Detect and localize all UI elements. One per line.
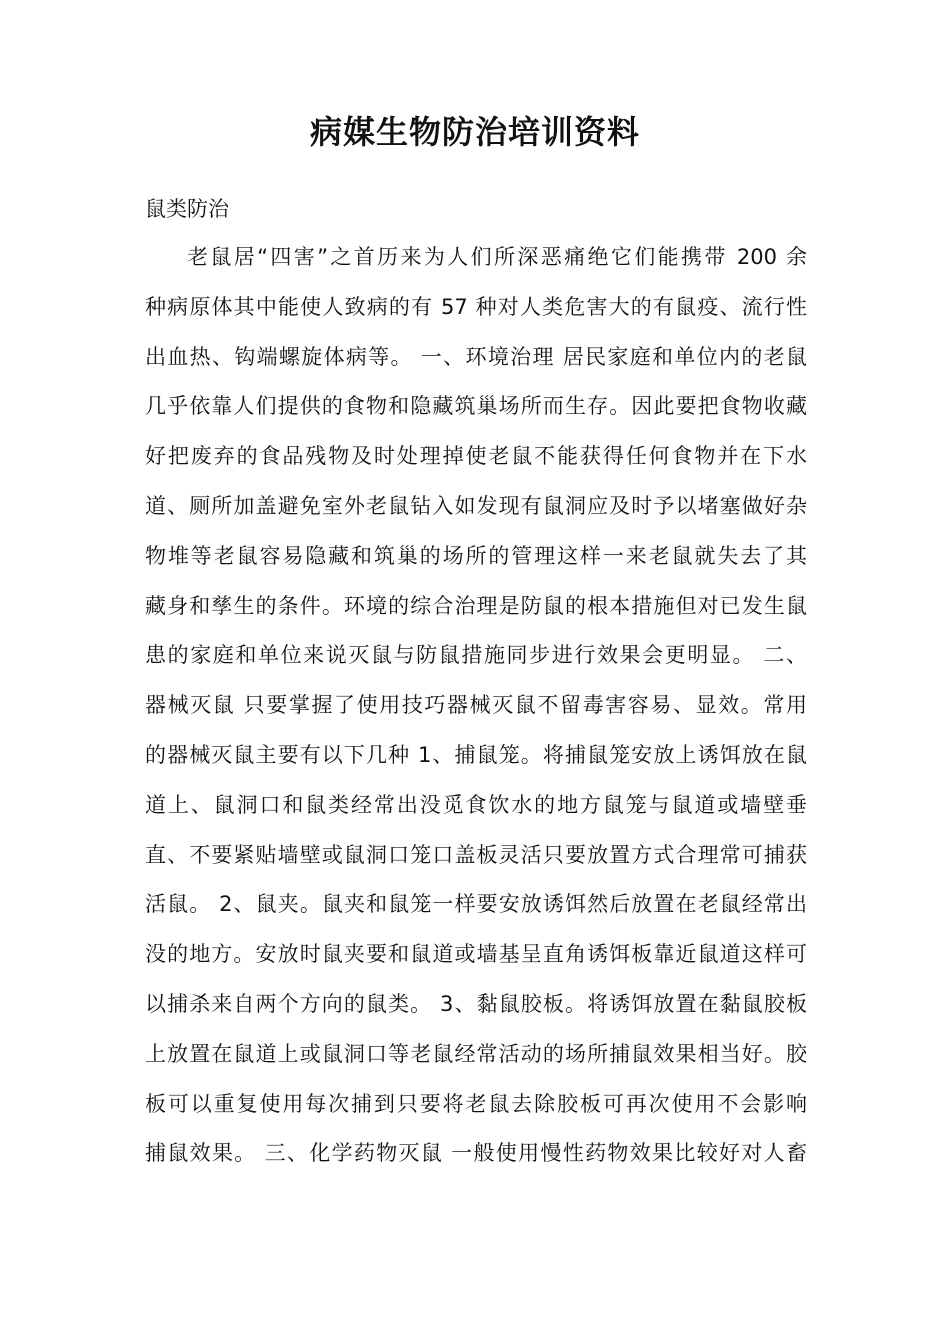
paragraph-line: 直、不要紧贴墙壁或鼠洞口笼口盖板灵活只要放置方式合理常可捕获	[145, 842, 807, 867]
paragraph-line: 好把废弃的食品残物及时处理掉使老鼠不能获得任何食物并在下水	[145, 444, 807, 469]
paragraph-line: 上放置在鼠道上或鼠洞口等老鼠经常活动的场所捕鼠效果相当好。胶	[145, 1041, 807, 1066]
paragraph-line: 种病原体其中能使人致病的有 57 种对人类危害大的有鼠疫、流行性	[145, 294, 807, 319]
paragraph-line: 器械灭鼠 只要掌握了使用技巧器械灭鼠不留毒害容易、显效。常用	[145, 693, 807, 718]
section-heading: 鼠类防治	[145, 197, 229, 221]
paragraph-line: 物堆等老鼠容易隐藏和筑巢的场所的管理这样一来老鼠就失去了其	[145, 543, 807, 568]
paragraph-line: 捕鼠效果。 三、化学药物灭鼠 一般使用慢性药物效果比较好对人畜	[145, 1141, 807, 1166]
paragraph-line: 的器械灭鼠主要有以下几种 1、捕鼠笼。将捕鼠笼安放上诱饵放在鼠	[145, 742, 807, 767]
paragraph-line: 道上、鼠洞口和鼠类经常出没觅食饮水的地方鼠笼与鼠道或墙壁垂	[145, 792, 807, 817]
paragraph-line: 以捕杀来自两个方向的鼠类。 3、黏鼠胶板。将诱饵放置在黏鼠胶板	[145, 991, 807, 1016]
paragraph-line: 老鼠居“四害”之首历来为人们所深恶痛绝它们能携带 200 余	[187, 245, 807, 269]
paragraph-line: 患的家庭和单位来说灭鼠与防鼠措施同步进行效果会更明显。 二、	[145, 643, 807, 668]
paragraph-line: 出血热、钩端螺旋体病等。 一、环境治理 居民家庭和单位内的老鼠	[145, 344, 807, 369]
document-title: 病媒生物防治培训资料	[309, 113, 640, 151]
paragraph-line: 道、厕所加盖避免室外老鼠钻入如发现有鼠洞应及时予以堵塞做好杂	[145, 493, 807, 518]
body-paragraph	[145, 238, 807, 1184]
paragraph-line: 藏身和孳生的条件。环境的综合治理是防鼠的根本措施但对已发生鼠	[145, 593, 807, 618]
paragraph-line: 活鼠。 2、鼠夹。鼠夹和鼠笼一样要安放诱饵然后放置在老鼠经常出	[145, 892, 807, 917]
paragraph-line: 板可以重复使用每次捕到只要将老鼠去除胶板可再次使用不会影响	[145, 1091, 807, 1116]
paragraph-line: 没的地方。安放时鼠夹要和鼠道或墙基呈直角诱饵板靠近鼠道这样可	[145, 942, 807, 967]
paragraph-line: 几乎依靠人们提供的食物和隐藏筑巢场所而生存。因此要把食物收藏	[145, 394, 807, 419]
